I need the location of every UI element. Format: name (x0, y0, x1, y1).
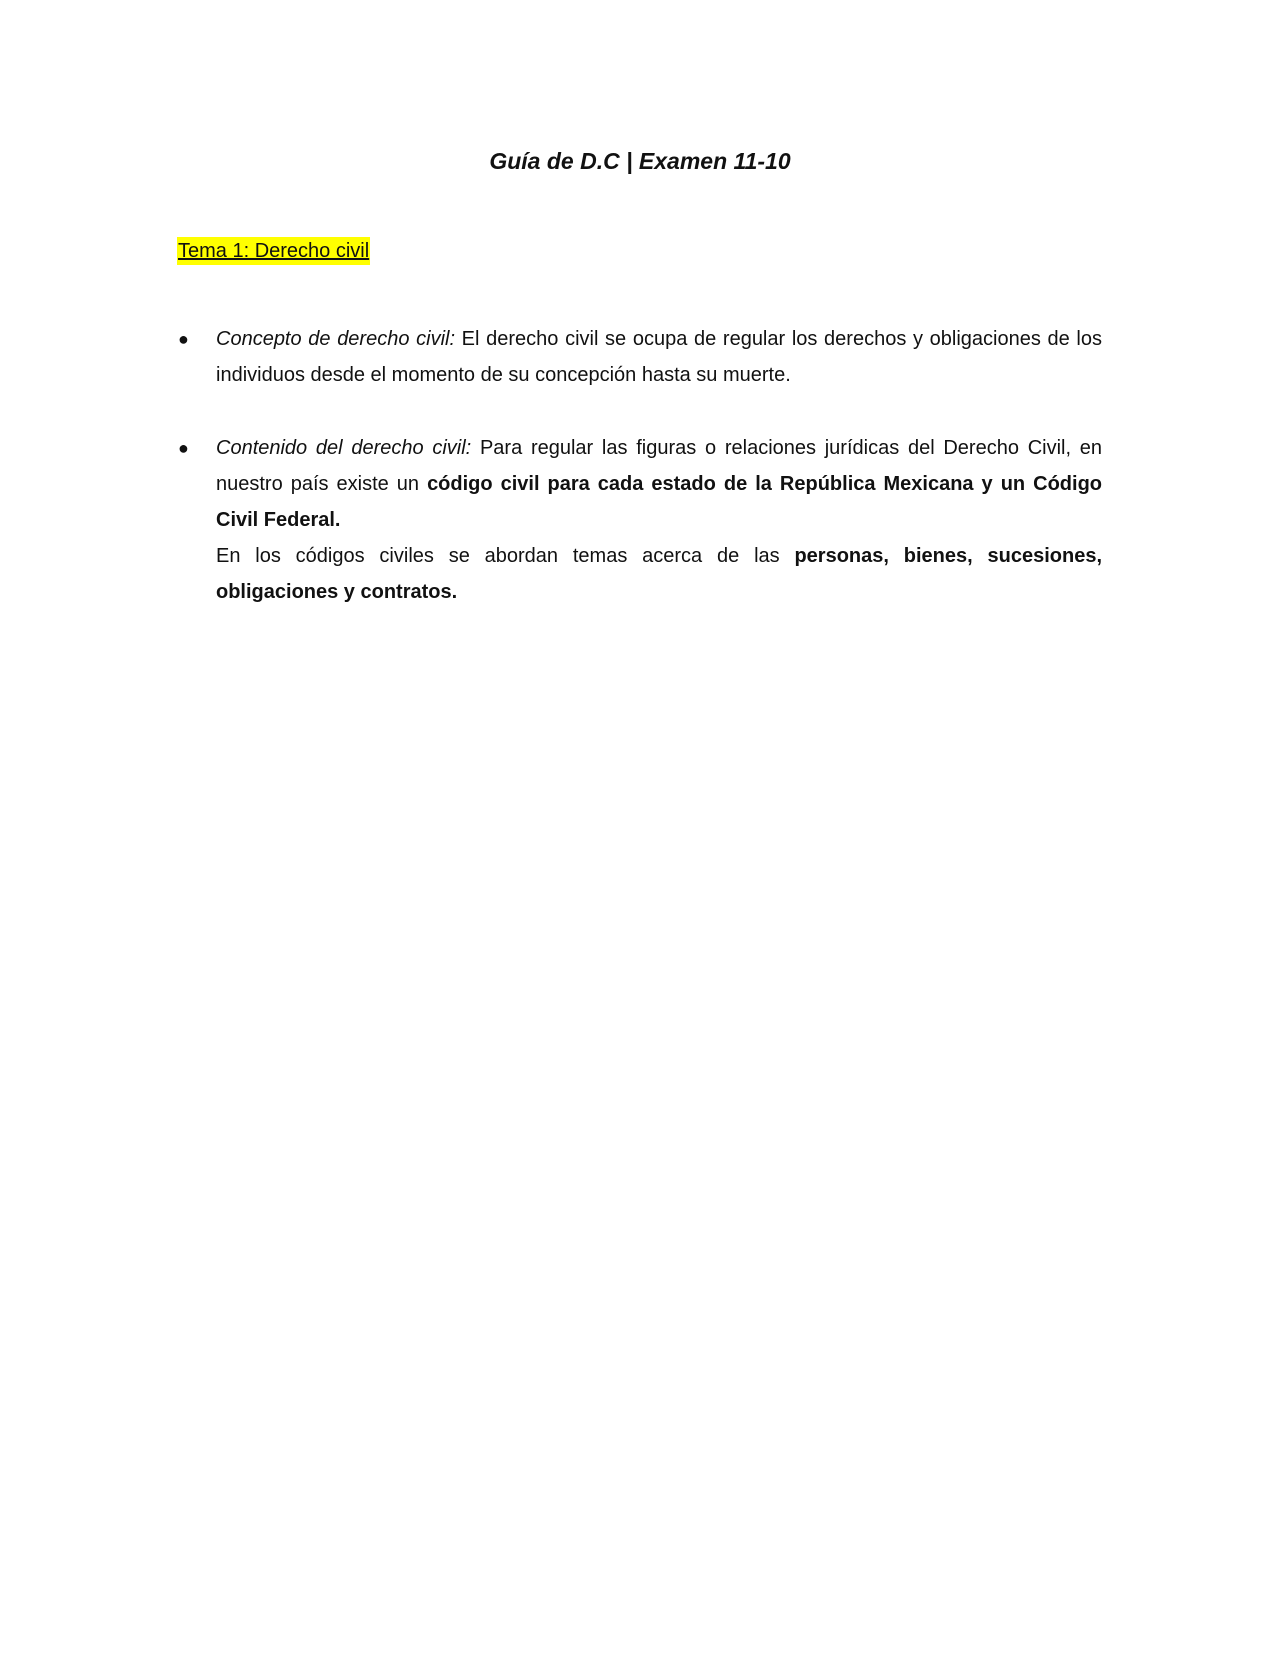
item-term: Contenido del derecho civil: (216, 437, 472, 459)
list-item (177, 430, 1102, 610)
page-title: Guía de D.C | Examen 11-10 (489, 148, 791, 174)
bullet-icon: ● (178, 438, 189, 458)
item-text: El derecho civil se ocupa de regular los derechos y obligaciones de los individuos desde el momento de su concepción hasta su muerte. (216, 328, 1102, 386)
bullet-icon: ● (178, 329, 189, 349)
bullet-list (177, 321, 1102, 647)
item-paragraph (216, 430, 1102, 538)
list-item (177, 321, 1102, 393)
item-bold-text: código civil para cada estado de la República Mexicana y un Código Civil Federal. (216, 473, 1103, 531)
item-text: En los códigos civiles se abordan temas acerca de las (216, 545, 795, 567)
item-paragraph (216, 538, 1102, 610)
section-heading: Tema 1: Derecho civil (177, 237, 370, 265)
item-text: Para regular las figuras o relaciones jurídicas del Derecho Civil, en nuestro país existe un (216, 437, 1103, 495)
item-bold-text: personas, bienes, sucesiones, obligaciones y contratos. (216, 545, 1103, 603)
item-term: Concepto de derecho civil: (216, 328, 456, 350)
